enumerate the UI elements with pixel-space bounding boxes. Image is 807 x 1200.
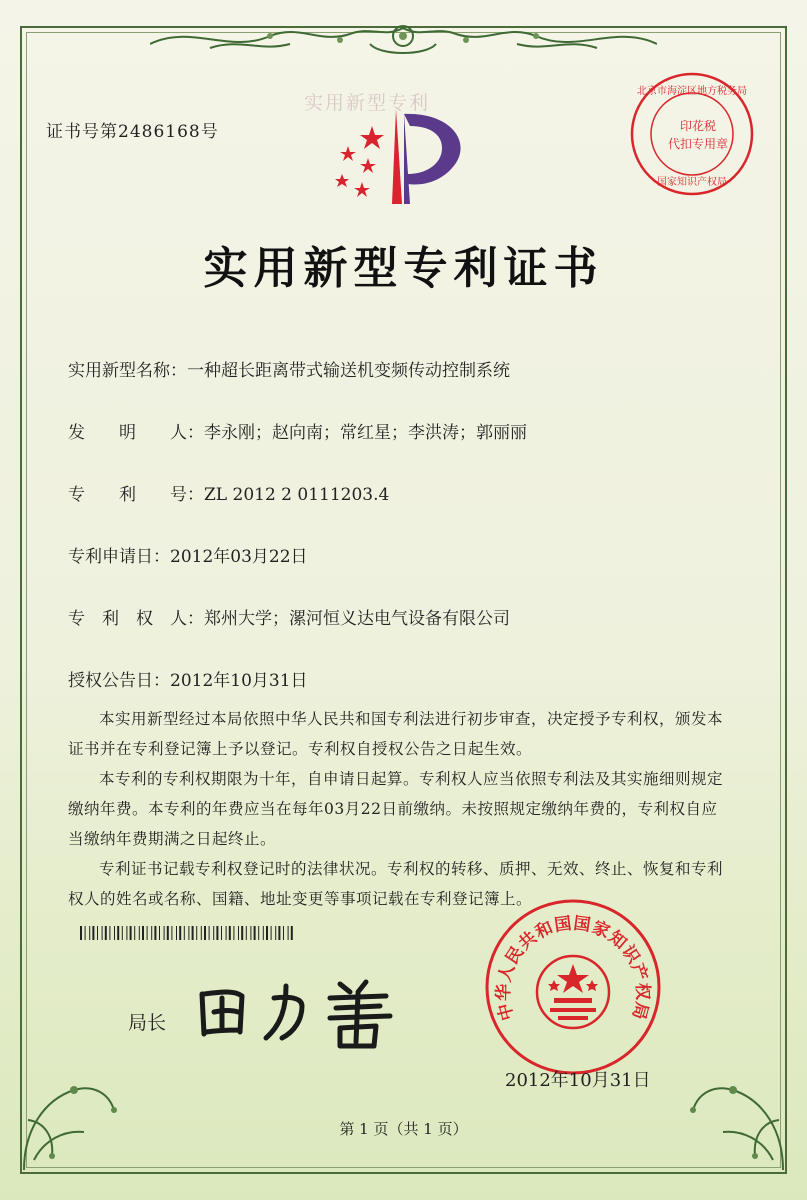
field-value: ZL 2012 2 0111203.4: [204, 485, 390, 505]
barcode-bar: [105, 926, 107, 940]
barcode-bar: [246, 926, 247, 940]
field-name: [68, 356, 510, 381]
watermark-text: 实用新型专利: [304, 92, 431, 114]
barcode-bar: [167, 926, 169, 940]
barcode-bar: [154, 926, 156, 940]
barcode-bar: [109, 926, 110, 940]
field-label: 实用新型名称：: [68, 361, 187, 381]
barcode-bar: [266, 926, 268, 940]
field-label: 发 明 人：: [68, 423, 204, 443]
barcode-bar: [114, 926, 115, 940]
issue-date: 2012年10月31日: [505, 1070, 651, 1091]
field-label: 专利申请日：: [68, 547, 170, 567]
cnipa-official-seal: [484, 898, 662, 1076]
barcode-bar: [130, 926, 132, 940]
barcode-bar: [192, 926, 194, 940]
barcode-bar: [209, 926, 210, 940]
barcode-bar: [250, 926, 251, 940]
barcode-bar: [204, 926, 206, 940]
barcode-bar: [179, 926, 181, 940]
barcode-bar: [159, 926, 160, 940]
field-patent-number: [68, 480, 389, 505]
top-ornament: [150, 14, 657, 60]
barcode-bar: [164, 926, 165, 940]
field-filing-date: [68, 542, 308, 567]
barcode-bar: [122, 926, 123, 940]
barcode-bar: [263, 926, 264, 940]
field-label: 专 利 权 人：: [68, 609, 204, 629]
barcode-bar: [233, 926, 234, 940]
barcode-bar: [85, 926, 86, 940]
barcode-bar: [139, 926, 140, 940]
barcode-bar: [241, 926, 243, 940]
field-value: 2012年03月22日: [170, 547, 308, 567]
barcode-bar: [283, 926, 284, 940]
barcode-bar: [147, 926, 148, 940]
page-title: 实用新型专利证书: [203, 243, 604, 294]
barcode-bar: [89, 926, 90, 940]
barcode-bar: [171, 926, 172, 940]
svg-text:北京市海淀区地方税务局: 北京市海淀区地方税务局: [637, 86, 747, 97]
field-label: 授权公告日：: [68, 671, 170, 691]
barcode-bar: [188, 926, 189, 940]
field-value: 一种超长距离带式输送机变频传动控制系统: [187, 361, 510, 381]
tax-seal-stamp: [628, 70, 756, 198]
field-value: 李永刚；赵向南；常红星；李洪涛；郭丽丽: [204, 423, 527, 443]
field-grant-date: [68, 666, 308, 691]
barcode-bar: [134, 926, 135, 940]
barcode-bar: [201, 926, 202, 940]
barcode: [80, 926, 295, 940]
svg-text:印花税: 印花税: [679, 119, 717, 133]
barcode-bar: [184, 926, 185, 940]
page-number: 第 1 页（共 1 页）: [339, 1120, 468, 1138]
barcode-bar: [142, 926, 144, 940]
barcode-bar: [196, 926, 197, 940]
barcode-bar: [275, 926, 276, 940]
paragraph-legal-status: 专利证书记载专利权登记时的法律状况。专利权的转移、质押、无效、终止、恢复和专利权人的姓名或名称、国籍、地址变更等事项记载在专利登记簿上。: [68, 860, 724, 908]
barcode-bar: [271, 926, 272, 940]
barcode-bar: [258, 926, 259, 940]
barcode-bar: [221, 926, 222, 940]
director-signature: [190, 972, 410, 1052]
barcode-bar: [151, 926, 152, 940]
field-label: 专 利 号：: [68, 485, 204, 505]
barcode-bar: [216, 926, 218, 940]
svg-text:国家知识产权局: 国家知识产权局: [657, 177, 727, 188]
certificate-number: 证书号第2486168号: [46, 122, 219, 142]
barcode-bar: [229, 926, 231, 940]
barcode-bar: [176, 926, 177, 940]
barcode-bar: [126, 926, 127, 940]
barcode-bar: [213, 926, 214, 940]
barcode-bar: [238, 926, 239, 940]
paragraph-grant: 本实用新型经过本局依照中华人民共和国专利法进行初步审查，决定授予专利权，颁发本证书并在专利登记簿上予以登记。专利权自授权公告之日起生效。: [68, 710, 724, 758]
svg-text:代扣专用章: 代扣专用章: [667, 137, 729, 151]
barcode-bar: [278, 926, 280, 940]
barcode-bar: [102, 926, 103, 940]
barcode-bar: [288, 926, 289, 940]
field-inventors: [68, 418, 527, 443]
barcode-bar: [92, 926, 94, 940]
paragraph-term: 本专利的专利权期限为十年，自申请日起算。专利权人应当依照专利法及其实施细则规定缴纳年费。本专利的年费应当在每年03月22日前缴纳。未按照规定缴纳年费的，专利权自应当缴纳年费期满之日起终止。: [68, 770, 724, 848]
patent-emblem-icon: [322, 104, 476, 206]
barcode-bar: [117, 926, 119, 940]
barcode-bar: [254, 926, 256, 940]
barcode-bar: [291, 926, 293, 940]
barcode-bar: [80, 926, 82, 940]
field-patentee: [68, 604, 510, 629]
barcode-bar: [226, 926, 227, 940]
director-label: 局长: [128, 1012, 167, 1034]
field-value: 郑州大学；漯河恒义达电气设备有限公司: [204, 609, 510, 629]
field-value: 2012年10月31日: [170, 671, 308, 691]
svg-text:中华人民共和国国家知识产权局: 中华人民共和国国家知识产权局: [493, 913, 653, 1023]
barcode-bar: [97, 926, 98, 940]
